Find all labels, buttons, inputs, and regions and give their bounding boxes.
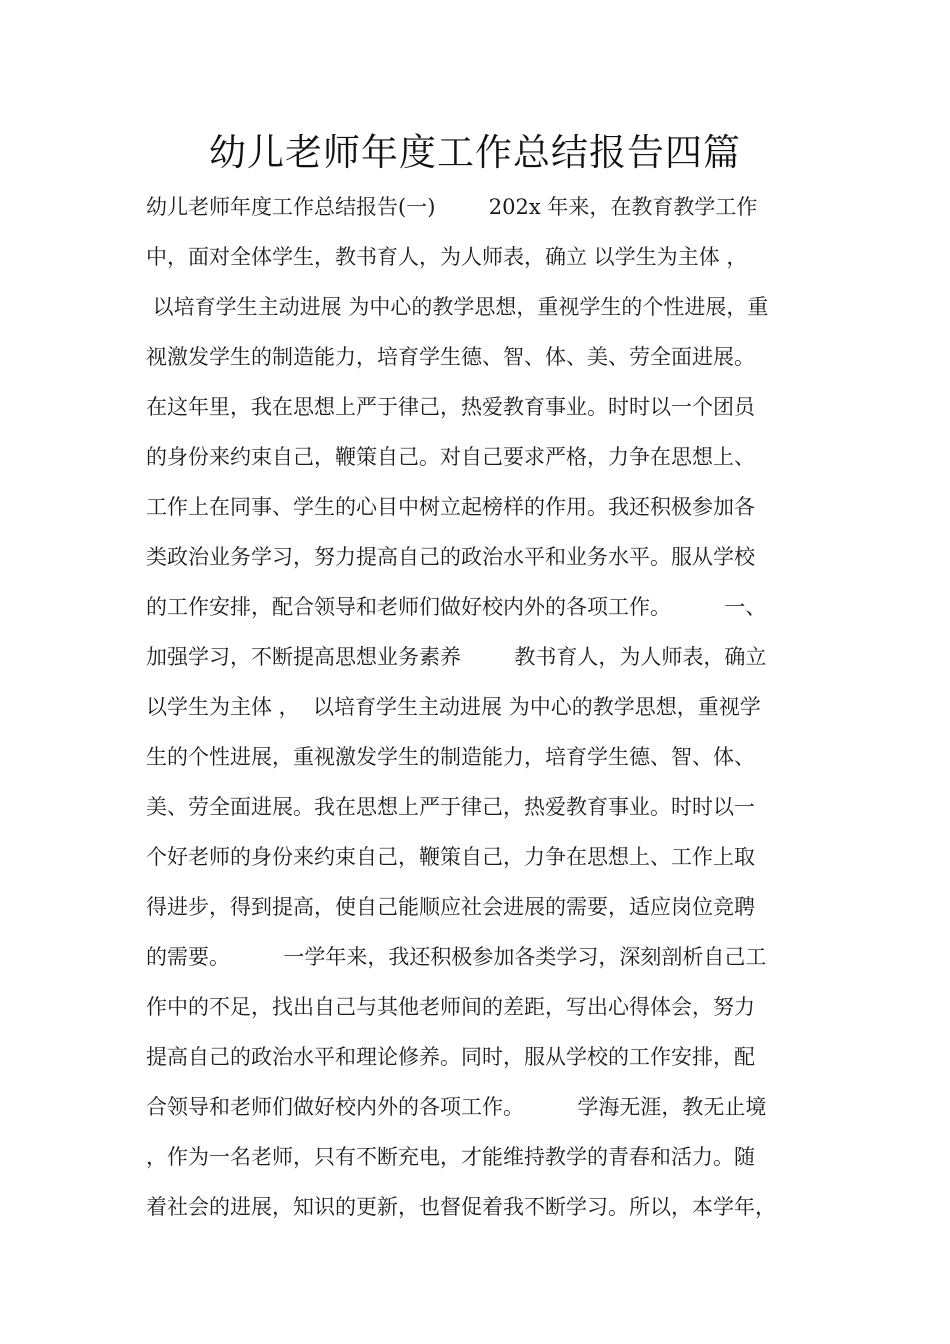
text-line: 的身份来约束自己，鞭策自己。对自己要求严格，力争在思想上、 <box>146 445 755 469</box>
text-line: 在这年里，我在思想上严于律己，热爱教育事业。时时以一个团员 <box>146 395 755 419</box>
text-line: 着社会的进展，知识的更新，也督促着我不断学习。所以，本学年， <box>146 1195 776 1219</box>
document-body <box>146 182 826 1232</box>
text-line: 美、劳全面进展。我在思想上严于律己，热爱教育事业。时时以一 <box>146 795 755 819</box>
text-line: 合领导和老师们做好校内外的各项工作。 学海无涯，教无止境 <box>146 1095 767 1119</box>
document-title: 幼儿老师年度工作总结报告四篇 <box>209 131 741 174</box>
text-line: 以学生为主体 ， 以培育学生主动进展 为中心的教学思想，重视学 <box>146 695 761 719</box>
text-line: 个好老师的身份来约束自己，鞭策自己，力争在思想上、工作上取 <box>146 845 755 869</box>
text-line: 加强学习，不断提高思想业务素养 教书育人，为人师表，确立 <box>146 645 767 669</box>
text-line: 生的个性进展，重视激发学生的制造能力，培育学生德、智、体、 <box>146 745 755 769</box>
text-line: 的需要。 一学年来，我还积极参加各类学习，深刻剖析自己工 <box>146 945 767 969</box>
text-line: 中，面对全体学生，教书育人，为人师表，确立 以学生为主体 ， <box>146 245 748 269</box>
text-line: 得进步，得到提高，使自己能顺应社会进展的需要，适应岗位竞聘 <box>146 895 755 919</box>
text-line: 提高自己的政治水平和理论修养。同时，服从学校的工作安排，配 <box>146 1045 755 1069</box>
text-line: 类政治业务学习，努力提高自己的政治水平和业务水平。服从学校 <box>146 545 755 569</box>
text-line: 工作上在同事、学生的心目中树立起榜样的作用。我还积极参加各 <box>146 495 755 519</box>
text-line: 视激发学生的制造能力，培育学生德、智、体、美、劳全面进展。 <box>146 345 755 369</box>
text-line: 的工作安排，配合领导和老师们做好校内外的各项工作。 一、 <box>146 595 767 619</box>
text-line: 幼儿老师年度工作总结报告(一) 202x 年来，在教育教学工作 <box>146 195 758 219</box>
text-line: 以培育学生主动进展 为中心的教学思想，重视学生的个性进展，重 <box>146 295 769 319</box>
text-line: 作中的不足，找出自己与其他老师间的差距，写出心得体会，努力 <box>146 995 755 1019</box>
text-line: ，作为一名老师，只有不断充电，才能维持教学的青春和活力。随 <box>146 1145 755 1169</box>
